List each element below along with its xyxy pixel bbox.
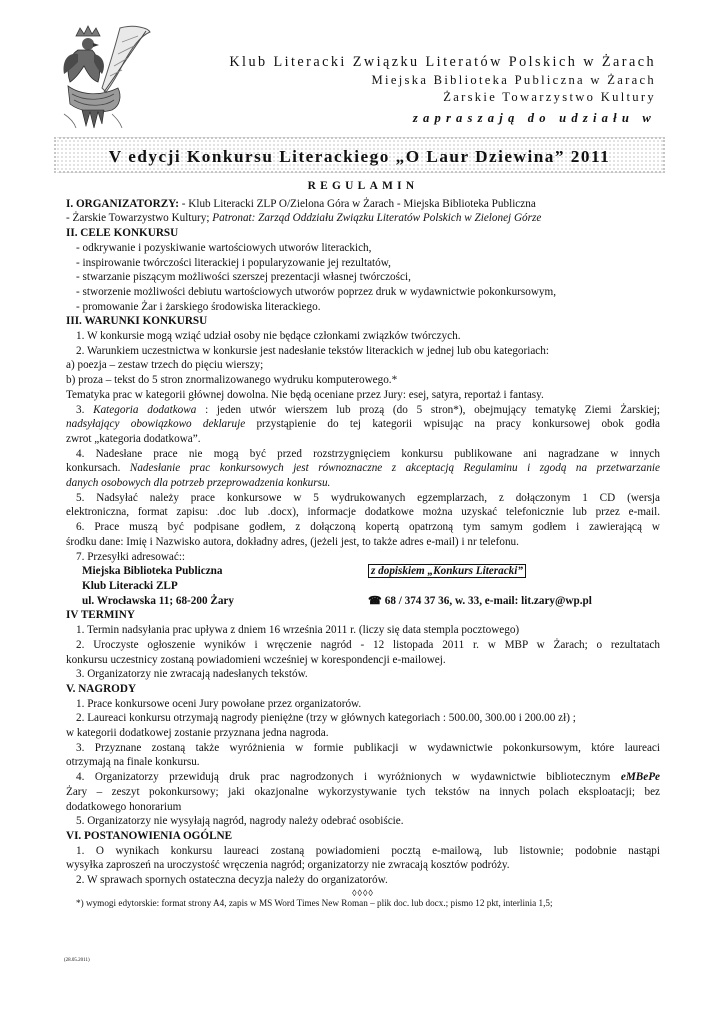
- paragraph-line: 5. Nadsyłać należy prace konkursowe w 5 wydrukowanych egzemplarzach, z dołączonym 1 CD (wersja: [76, 491, 660, 504]
- paragraph-line: Żary – zeszyt pokonkursowy; jaki okazjonalne wykorzystywanie tych tekstów na innych polach eksploatacji; bez: [66, 785, 660, 798]
- address-line: Klub Literacki ZLP: [82, 579, 178, 592]
- paragraph-line: a) poezja – zestaw trzech do pięciu wierszy;: [66, 359, 264, 372]
- contact-info: [368, 594, 592, 609]
- list-item: - stworzenie możliwości debiutu wartościowych utworów poprzez druk w wydawnictwie pokonkursowym,: [76, 285, 557, 298]
- paragraph-line: zwrot „kategoria dodatkowa”.: [66, 432, 201, 445]
- section-heading: VI. POSTANOWIENIA OGÓLNE: [66, 829, 233, 842]
- paragraph-line: 1. W konkursie mogą wziąć udział osoby nie będące członkami związków twórczych.: [76, 330, 461, 343]
- paragraph-line: 2. Laureaci konkursu otrzymają nagrody pieniężne (trzy w głównych kategoriach : 500.00, 300.00 i 200.00 zł) ;: [76, 712, 576, 725]
- paragraph-line: 1. Termin nadsyłania prac upływa z dniem 16 września 2011 r. (liczy się data stempla pocztowego): [76, 624, 520, 637]
- contact-details: 68 / 374 37 36, w. 33, e-mail: lit.zary@wp.pl: [381, 594, 592, 607]
- contest-title: V edycji Konkursu Literackiego „O Laur Dziewina” 2011: [108, 147, 611, 166]
- header-invite: zapraszają do udziału w: [412, 111, 656, 125]
- paragraph-line: 1. O wynikach konkursu laureaci zostaną powiadomieni pocztą e-mailową, lub listownie; podobnie nastąpi: [76, 844, 660, 857]
- regulations-body: [66, 179, 660, 909]
- contest-title-banner: [54, 137, 665, 173]
- paragraph-line: 1. Prace konkursowe oceni Jury powołane przez organizatorów.: [76, 697, 362, 710]
- section-organizers-line1: I. ORGANIZATORZY: - Klub Literacki ZLP O/Zielona Góra w Żarach - Miejska Biblioteka Publiczna: [66, 197, 536, 210]
- paragraph-line: w kategorii dodatkowej zostanie przyznana jedna nagroda.: [66, 727, 329, 740]
- paragraph-line: 3. Kategoria dodatkowa : jeden utwór wierszem lub prozą (do 5 stron*), obejmujący tematykę Ziemi Żarskiej;: [76, 403, 660, 416]
- list-item: - inspirowanie twórczości literackiej i popularyzowanie jej rezultatów,: [76, 256, 391, 269]
- mailing-note: [368, 564, 526, 579]
- paragraph-line: danych osobowych dla potrzeb przeprowadzenia konkursu.: [66, 477, 331, 490]
- paragraph-line: 5. Organizatorzy nie wysyłają nagród, nagrody należy odebrać osobiście.: [76, 815, 404, 828]
- section-heading: III. WARUNKI KONKURSU: [66, 315, 208, 328]
- header-library-name: Miejska Biblioteka Publiczna w Żarach: [371, 73, 656, 87]
- mailing-note-box: z dopiskiem „Konkurs Literacki”: [368, 564, 526, 578]
- document-title: REGULAMIN: [307, 180, 419, 192]
- address-line: Miejska Biblioteka Publiczna: [82, 565, 223, 578]
- mailing-address-row: [66, 594, 660, 609]
- date-stamp: (28.05.2011): [64, 958, 90, 963]
- paragraph-line: 2. Warunkiem uczestnictwa w konkursie jest nadesłanie tekstów literackich w jednej lub obu kategoriach:: [76, 344, 549, 357]
- paragraph-line: Tematyka prac w kategorii głównej dowolna. Nie będą oceniane przez Jury: esej, satyra, reportaż i fantasy.: [66, 388, 544, 401]
- section-heading: IV TERMINY: [66, 609, 135, 622]
- paragraph-line: elektroniczna, format zapisu: .doc lub .docx), informacje dodatkowe można uzyskać telefonicznie lub przez e-mail.: [66, 506, 660, 519]
- paragraph-line: wysyłka zaproszeń na uroczystość wręczenia nagród; organizatorzy nie zwracają kosztów podróży.: [66, 859, 510, 872]
- section-separator: ◊◊◊◊: [352, 887, 374, 898]
- mailing-address-row: [66, 564, 660, 579]
- section-heading: II. CELE KONKURSU: [66, 227, 179, 240]
- section-heading: I. ORGANIZATORZY:: [66, 197, 179, 210]
- paragraph-line: 2. Uroczyste ogłoszenie wyników i wręczenie nagród - 12 listopada 2011 r. w MBP w Żarach; o rezultatach: [76, 638, 660, 651]
- paragraph-line: b) proza – tekst do 5 stron znormalizowanego wydruku komputerowego.*: [66, 374, 398, 387]
- list-item: - promowanie Żar i żarskiego środowiska literackiego.: [76, 300, 321, 313]
- telephone-icon: ☎: [368, 594, 382, 607]
- paragraph-line: 4. Organizatorzy przewidują druk prac nagrodzonych i wyróżnionych w wydawnictwie bibliotecznym eMBePe: [76, 771, 660, 784]
- header-society-name: Żarskie Towarzystwo Kultury: [443, 90, 656, 104]
- paragraph-line: 6. Prace muszą być podpisane godłem, z dołączoną kopertą opatrzoną tym samym godłem i zawierającą w: [76, 521, 660, 534]
- mailing-address-row: [66, 579, 660, 594]
- address-line: ul. Wrocławska 11; 68-200 Żary: [82, 594, 234, 607]
- paragraph-line: nadsyłający obowiązkowo deklaruje przystąpienie do tej kategorii wpisując na pracy konkursowej obok godła: [66, 418, 660, 431]
- footnote: *) wymogi edytorskie: format strony A4, zapis w MS Word Times New Roman – plik doc. lub docx.; pismo 12 pkt, interlinia 1,5;: [76, 897, 553, 908]
- list-item: - stwarzanie piszącym możliwości szerszej prezentacji własnej twórczości,: [76, 271, 411, 284]
- paragraph-line: 4. Nadesłane prace nie mogą być przed rozstrzygnięciem konkursu publikowane ani nagradzane w innych: [76, 447, 660, 460]
- header-club-name: Klub Literacki Związku Literatów Polskich w Żarach: [229, 54, 656, 70]
- eagle-and-quill-emblem: [62, 22, 154, 132]
- list-item: - odkrywanie i pozyskiwanie wartościowych utworów literackich,: [76, 241, 372, 254]
- paragraph-line: 3. Przyznane zostaną także wyróżnienia w formie publikacji w wydawnictwie pokonkursowym, które laureaci: [76, 741, 660, 754]
- paragraph-line: 3. Organizatorzy nie zwracają nadesłanych tekstów.: [76, 668, 308, 681]
- paragraph-line: dodatkowego honorarium: [66, 800, 182, 813]
- paragraph-line: otrzymają na finale konkursu.: [66, 756, 200, 769]
- paragraph-line: konkursu uczestnicy zostaną powiadomieni wcześniej w korespondencji e-mailowej.: [66, 653, 446, 666]
- paragraph-line: 7. Przesyłki adresować::: [76, 550, 186, 563]
- paragraph-line: konkursach. Nadesłanie prac konkursowych jest równoznaczne z akceptacją Regulaminu i zgodą na przetwarzanie: [66, 462, 660, 475]
- paragraph-line: środku dane: Imię i Nazwisko autora, dokładny adres, (jeżeli jest, to także adres e-mail) i nr telefonu.: [66, 535, 519, 548]
- section-organizers-line2: - Żarskie Towarzystwo Kultury; Patronat: Zarząd Oddziału Związku Literatów Polskich w Zielonej Górze: [66, 212, 542, 225]
- paragraph-line: 2. W sprawach spornych ostateczna decyzja należy do organizatorów.: [76, 874, 388, 887]
- section-heading: V. NAGRODY: [66, 682, 137, 695]
